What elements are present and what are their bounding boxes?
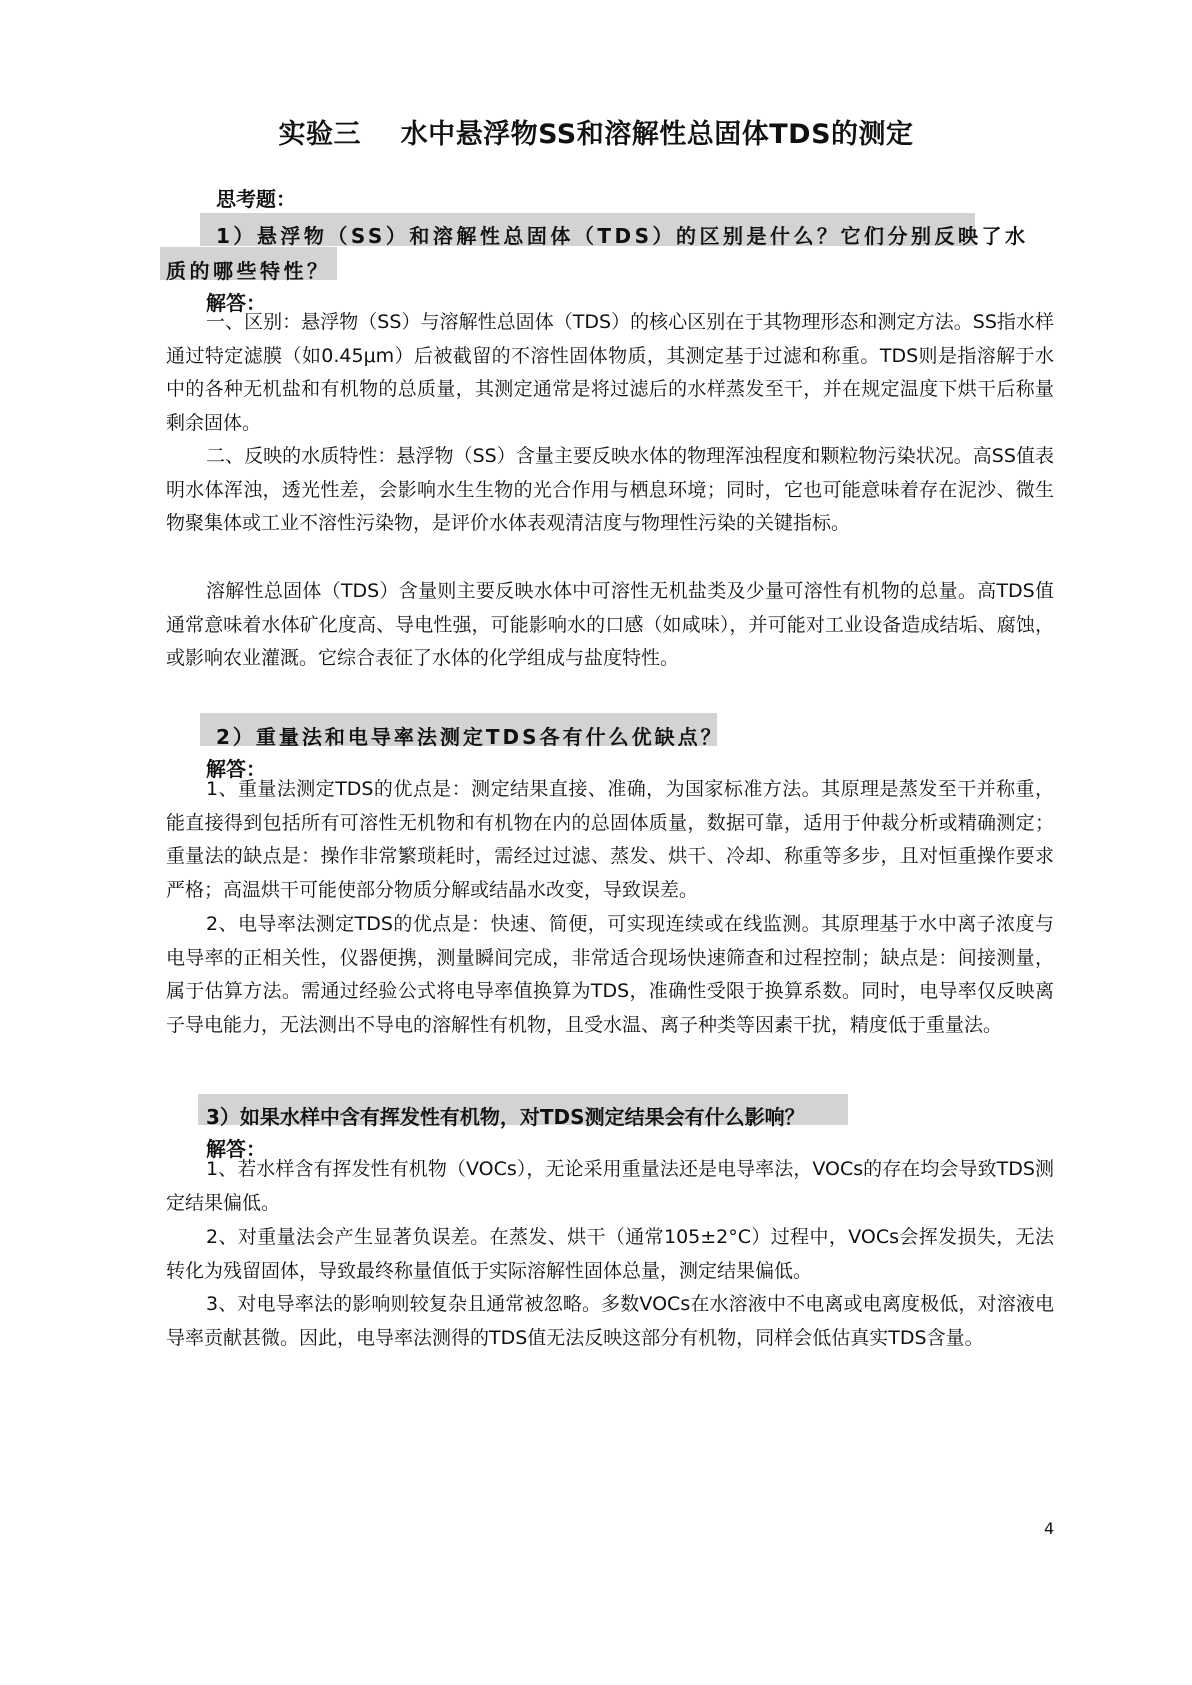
page-number: 4 xyxy=(1044,1519,1055,1538)
question-1-line-2: 质的哪些特性？ xyxy=(166,259,331,283)
answer-label: 解答： xyxy=(206,1137,266,1161)
page-title: 实验三 水中悬浮物SS和溶解性总固体TDS的测定 xyxy=(278,119,914,150)
answer-1-paragraph-1: 一、区别：悬浮物（SS）与溶解性总固体（TDS）的核心区别在于其物理形态和测定方法。SS指水样通过特定滤膜（如0.45μm）后被截留的不溶性固体物质，其测定基于过滤和称重。TDS则是指溶解于水中的各种无机盐和有机物的总质量，其测定通常是将过滤后的水样蒸发至干，并在规定温度下烘干后称量剩余固体。 xyxy=(166,311,1054,434)
question-1-line-1: 1）悬浮物（SS）和溶解性总固体（TDS）的区别是什么？它们分别反映了水 xyxy=(216,224,1029,248)
answer-1-paragraph-2: 二、反映的水质特性：悬浮物（SS）含量主要反映水体的物理浑浊程度和颗粒物污染状况。高SS值表明水体浑浊，透光性差，会影响水生生物的光合作用与栖息环境；同时，它也可能意味着存在泥沙、微生物聚集体或工业不溶性污染物，是评价水体表观清洁度与物理性污染的关键指标。 xyxy=(166,445,1054,534)
question-3: 3）如果水样中含有挥发性有机物，对TDS测定结果会有什么影响？ xyxy=(206,1105,805,1129)
answer-label: 解答： xyxy=(206,757,266,781)
answer-1-paragraph-3: 溶解性总固体（TDS）含量则主要反映水体中可溶性无机盐类及少量可溶性有机物的总量。高TDS值通常意味着水体矿化度高、导电性强，可能影响水的口感（如咸味），并可能对工业设备造成结垢、腐蚀，或影响农业灌溉。它综合表征了水体的化学组成与盐度特性。 xyxy=(166,580,1054,669)
answer-3-paragraph-1: 1、若水样含有挥发性有机物（VOCs），无论采用重量法还是电导率法，VOCs的存在均会导致TDS测定结果偏低。 xyxy=(166,1158,1054,1214)
question-2: 2）重量法和电导率法测定TDS各有什么优缺点？ xyxy=(216,725,724,749)
answer-3-paragraph-2: 2、对重量法会产生显著负误差。在蒸发、烘干（通常105±2°C）过程中，VOCs会挥发损失，无法转化为残留固体，导致最终称量值低于实际溶解性固体总量，测定结果偏低。 xyxy=(166,1226,1054,1282)
answer-2-paragraph-1: 1、重量法测定TDS的优点是：测定结果直接、准确，为国家标准方法。其原理是蒸发至干并称重，能直接得到包括所有可溶性无机物和有机物在内的总固体质量，数据可靠，适用于仲裁分析或精确测定；重量法的缺点是：操作非常繁琐耗时，需经过过滤、蒸发、烘干、冷却、称重等多步，且对恒重操作要求严格；高温烘干可能使部分物质分解或结晶水改变，导致误差。 xyxy=(166,778,1054,901)
section-label: 思考题： xyxy=(216,187,296,211)
answer-3-paragraph-3: 3、对电导率法的影响则较复杂且通常被忽略。多数VOCs在水溶液中不电离或电离度极低，对溶液电导率贡献甚微。因此，电导率法测得的TDS值无法反映这部分有机物，同样会低估真实TDS含量。 xyxy=(166,1293,1054,1349)
answer-2-paragraph-2: 2、电导率法测定TDS的优点是：快速、简便，可实现连续或在线监测。其原理基于水中离子浓度与电导率的正相关性，仪器便携，测量瞬间完成，非常适合现场快速筛查和过程控制；缺点是：间接测量，属于估算方法。需通过经验公式将电导率值换算为TDS，准确性受限于换算系数。同时，电导率仅反映离子导电能力，无法测出不导电的溶解性有机物，且受水温、离子种类等因素干扰，精度低于重量法。 xyxy=(166,913,1054,1036)
answer-label: 解答： xyxy=(206,291,266,315)
